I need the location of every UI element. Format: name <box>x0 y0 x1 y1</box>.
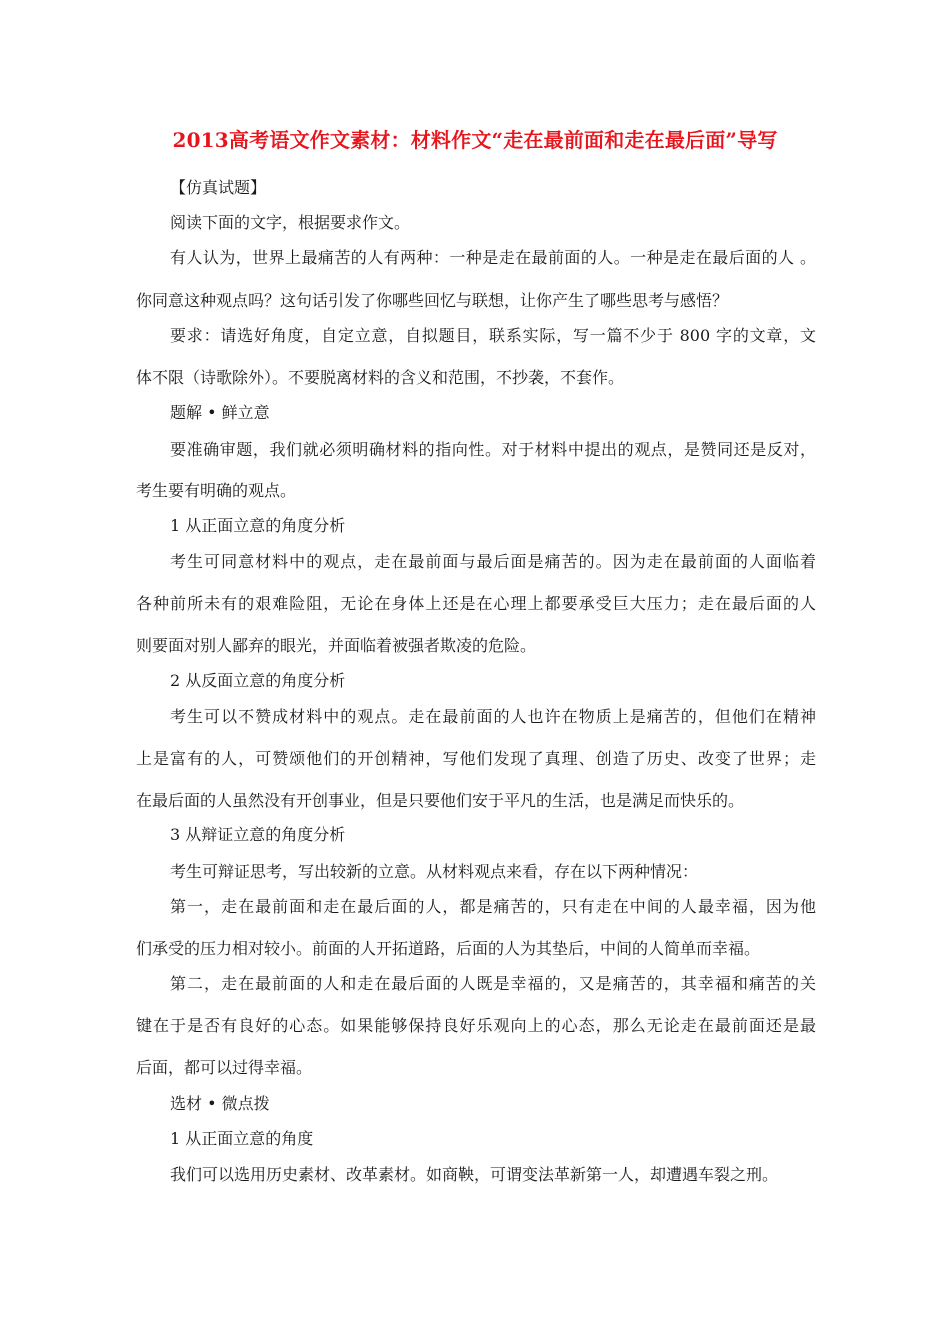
subheading-dialectical-angle: 3 从辩证立意的角度分析 <box>170 825 346 844</box>
subheading-positive-angle: 1 从正面立意的角度分析 <box>170 516 346 535</box>
subheading-positive-angle-material: 1 从正面立意的角度 <box>170 1129 314 1148</box>
document-title: 2013高考语文作文素材：材料作文“走在最前面和走在最后面”导写 <box>172 128 778 152</box>
section-heading-material-selection: 选材 • 微点拨 <box>170 1094 270 1113</box>
paragraph-line: 考生可以不赞成材料中的观点。走在最前面的人也许在物质上是痛苦的，但他们在精神 <box>170 707 816 726</box>
paragraph-line: 阅读下面的文字，根据要求作文。 <box>170 213 411 232</box>
subheading-negative-angle: 2 从反面立意的角度分析 <box>170 671 346 690</box>
paragraph-line: 我们可以选用历史素材、改革素材。如商鞅，可谓变法革新第一人，却遭遇车裂之刑。 <box>170 1165 779 1184</box>
paragraph-line: 键在于是否有良好的心态。如果能够保持良好乐观向上的心态，那么无论走在最前面还是最 <box>136 1016 816 1035</box>
paragraph-line: 考生可辩证思考，写出较新的立意。从材料观点来看，存在以下两种情况： <box>170 862 699 881</box>
section-heading-topic-analysis: 题解 • 鲜立意 <box>170 403 270 422</box>
paragraph-line: 各种前所未有的艰难险阻，无论在身体上还是在心理上都要承受巨大压力；走在最后面的人 <box>136 594 816 613</box>
paragraph-line: 上是富有的人，可赞颂他们的开创精神，写他们发现了真理、创造了历史、改变了世界；走 <box>136 749 816 768</box>
section-heading-simulated-question: 【仿真试题】 <box>170 178 267 197</box>
paragraph-line: 体不限（诗歌除外）。不要脱离材料的含义和范围，不抄袭，不套作。 <box>136 368 625 387</box>
paragraph-line: 后面，都可以过得幸福。 <box>136 1058 313 1077</box>
paragraph-line: 有人认为，世界上最痛苦的人有两种：一种是走在最前面的人。一种是走在最后面的人 。 <box>170 248 816 267</box>
paragraph-line: 第二，走在最前面的人和走在最后面的人既是幸福的，又是痛苦的，其幸福和痛苦的关 <box>170 974 816 993</box>
paragraph-line: 你同意这种观点吗？这句话引发了你哪些回忆与联想，让你产生了哪些思考与感悟？ <box>136 291 729 310</box>
paragraph-line: 则要面对别人鄙弃的眼光，并面临着被强者欺凌的危险。 <box>136 636 537 655</box>
paragraph-line: 考生可同意材料中的观点，走在最前面与最后面是痛苦的。因为走在最前面的人面临着 <box>170 552 816 571</box>
paragraph-line: 要准确审题，我们就必须明确材料的指向性。对于材料中提出的观点，是赞同还是反对， <box>170 440 816 459</box>
paragraph-line: 在最后面的人虽然没有开创事业，但是只要他们安于平凡的生活，也是满足而快乐的。 <box>136 791 745 810</box>
paragraph-line: 要求：请选好角度，自定立意，自拟题目，联系实际，写一篇不少于 800 字的文章，文 <box>170 326 816 345</box>
paragraph-line: 第一，走在最前面和走在最后面的人，都是痛苦的，只有走在中间的人最幸福，因为他 <box>170 897 816 916</box>
paragraph-line: 们承受的压力相对较小。前面的人开拓道路，后面的人为其垫后，中间的人简单而幸福。 <box>136 939 761 958</box>
paragraph-line: 考生要有明确的观点。 <box>136 481 297 500</box>
